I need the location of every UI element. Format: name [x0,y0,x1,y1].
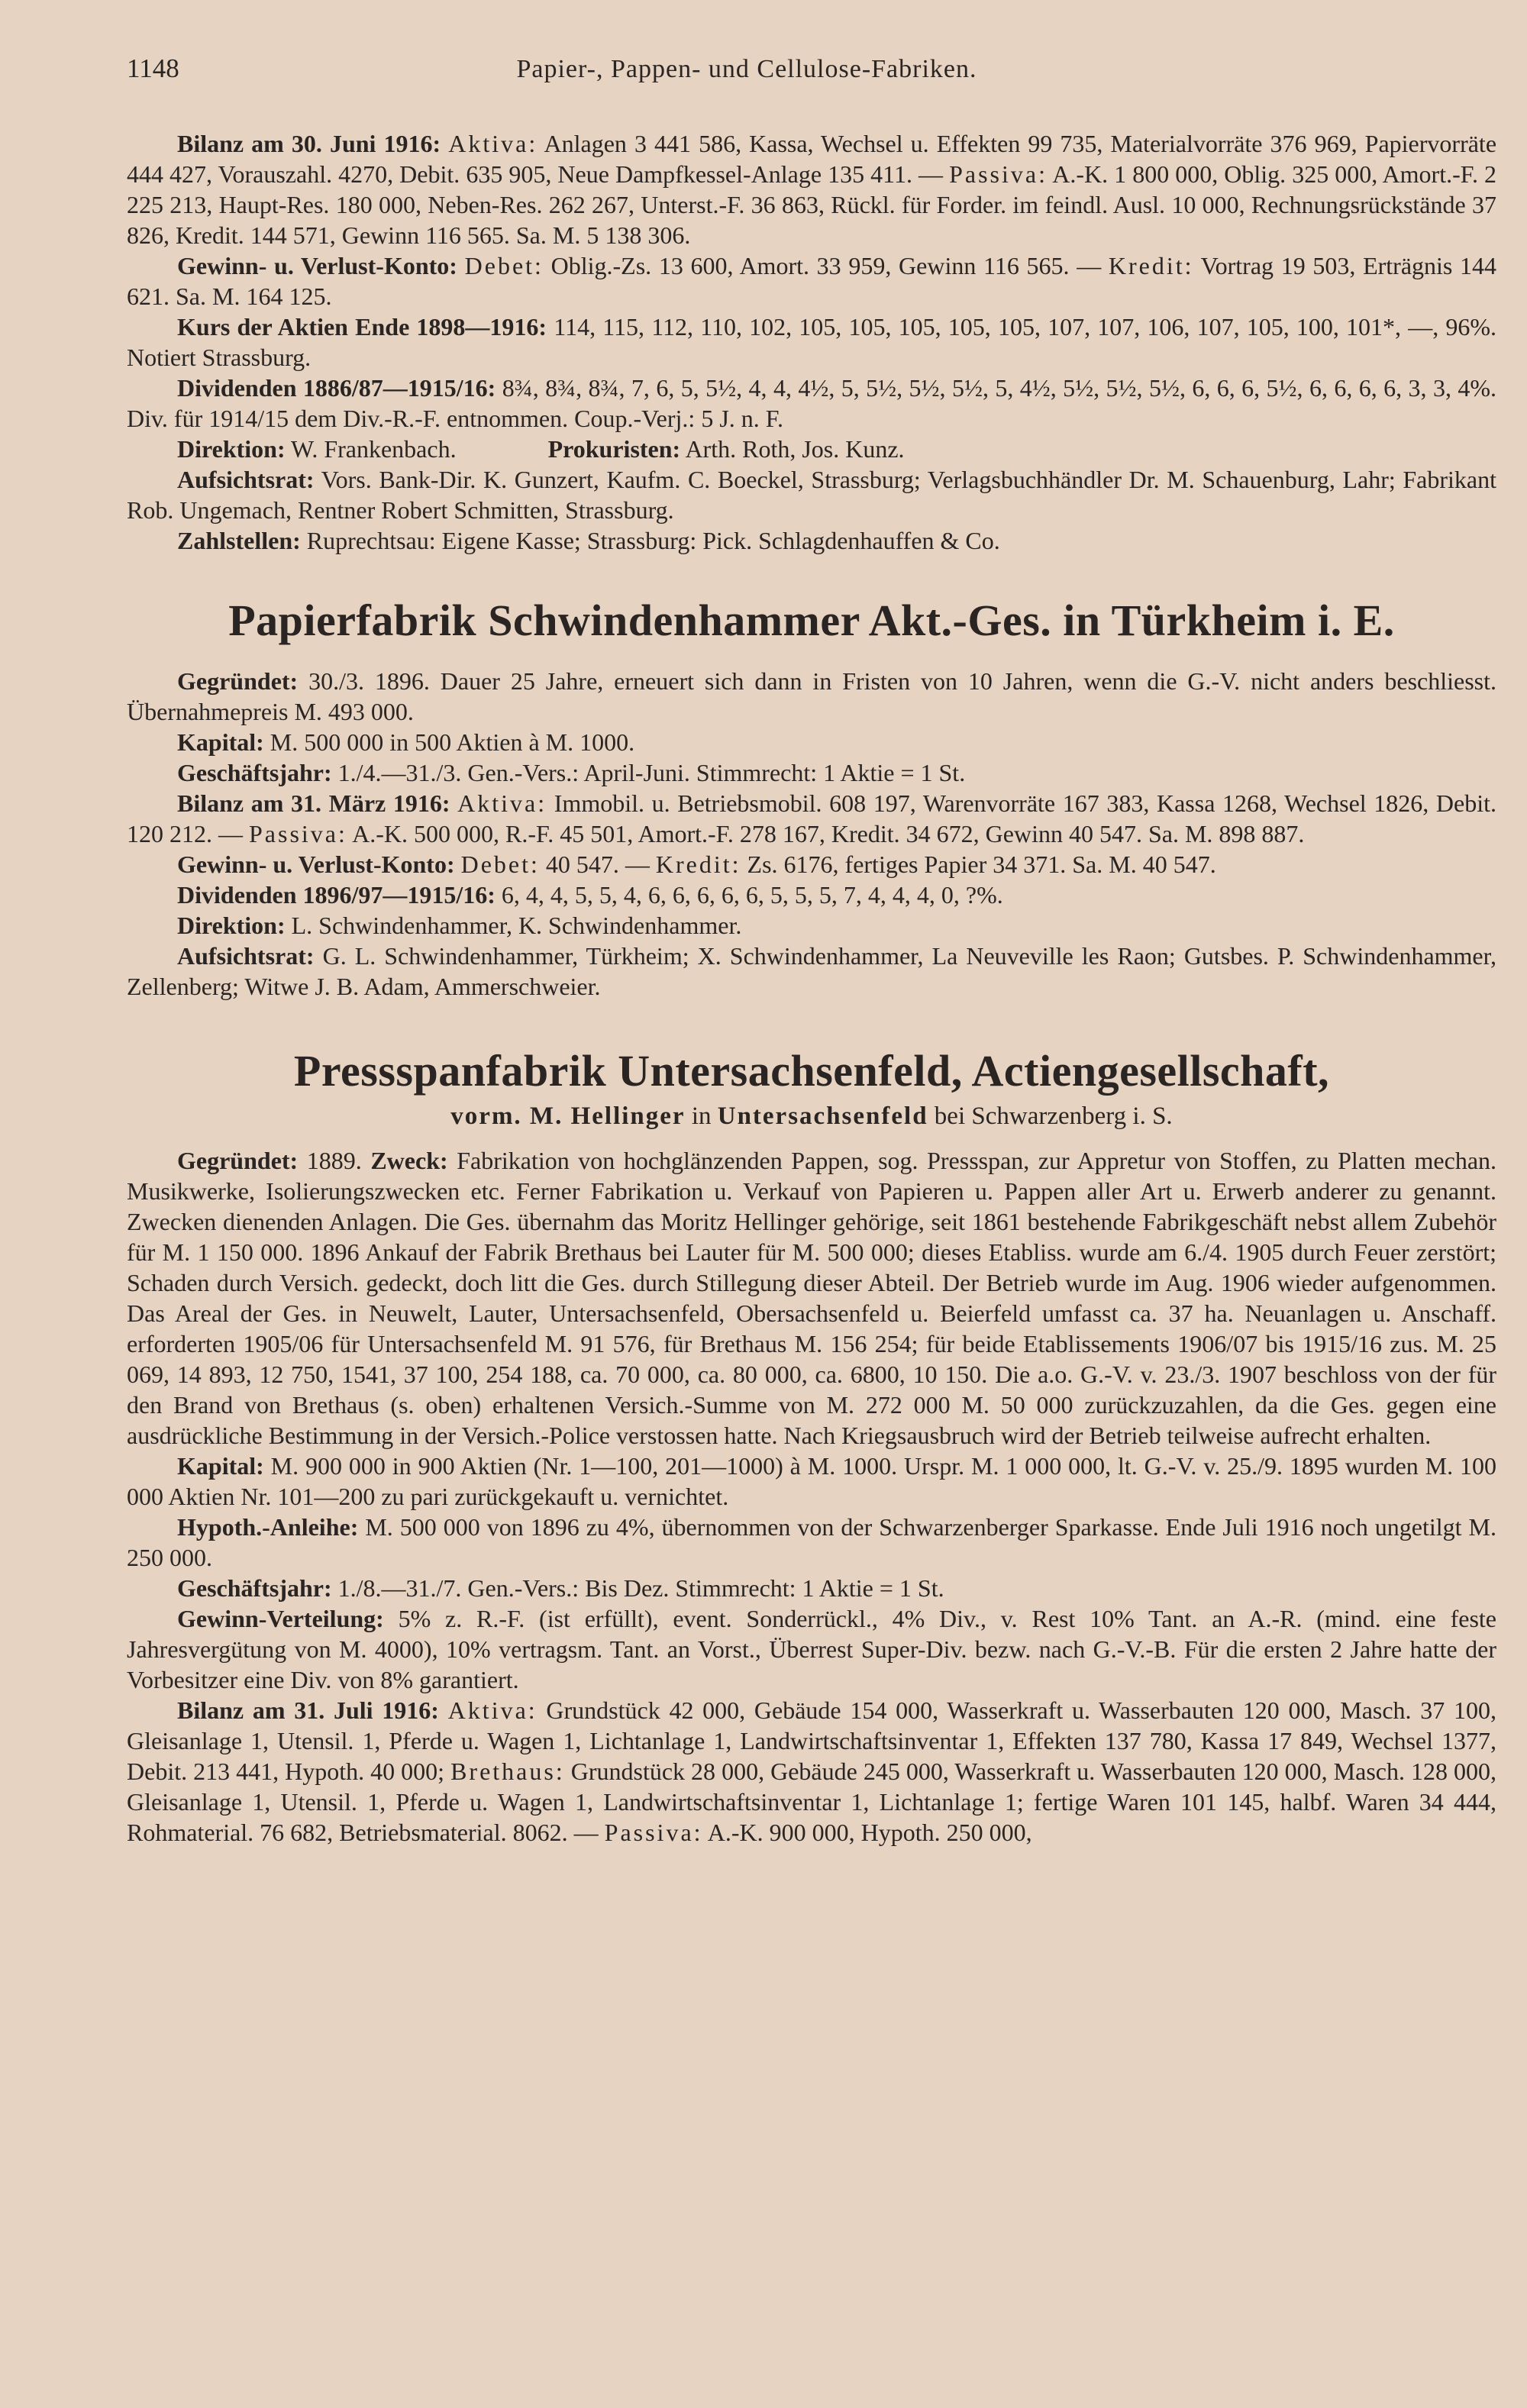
c1-bilanz: Bilanz am 31. März 1916: Aktiva: Immobil. u. Betriebsmobil. 608 197, Warenvorräte 167 383, Kassa 1268, Wechsel 1826, Debit. 120 212. — Passiva: A.-K. 500 000, R.-F. 45 501, Amort.-F. 278 167, Kredit. 34 672, Gewinn 40 547. Sa. M. 898 887. [127,789,1497,847]
page-number: 1148 [127,53,179,83]
c1-aufsichtsrat: Aufsichtsrat: G. L. Schwindenhammer, Türkheim; X. Schwindenhammer, La Neuveville les Raon; Gutsbes. P. Schwindenhammer, Zellenberg; Witwe J. B. Adam, Ammerschweier. [127,942,1497,1000]
prev-aufsichtsrat: Aufsichtsrat: Vors. Bank-Dir. K. Gunzert, Kaufm. C. Boeckel, Strassburg; Verlagsbuchhändler Dr. M. Schauenburg, Lahr; Fabrikant Rob. Ungemach, Rentner Robert Schmitten, Strassburg. [127,466,1497,524]
page-header [127,53,1496,99]
c1-kapital: Kapital: M. 500 000 in 500 Aktien à M. 1000. [177,728,635,756]
prev-zahlstellen: Zahlstellen: Ruprechtsau: Eigene Kasse; Strassburg: Pick. Schlagdenhauffen & Co. [177,527,1000,554]
c1-geschaeftsjahr: Geschäftsjahr: 1./4.—31./3. Gen.-Vers.: April-Juni. Stimmrecht: 1 Aktie = 1 St. [177,759,966,786]
c2-hypoth: Hypoth.-Anleihe: M. 500 000 von 1896 zu 4%, übernommen von der Schwarzenberger Sparkasse. Ende Juli 1916 noch ungetilgt M. 250 000. [127,1513,1497,1571]
c1-direktion: Direktion: L. Schwindenhammer, K. Schwindenhammer. [177,912,742,939]
prev-kurs: Kurs der Aktien Ende 1898—1916: 114, 115, 112, 110, 102, 105, 105, 105, 105, 105, 107, 107, 106, 107, 105, 100, 101*, —, 96%. Notiert Strassburg. [127,313,1497,371]
c2-geschaeftsjahr: Geschäftsjahr: 1./8.—31./7. Gen.-Vers.: Bis Dez. Stimmrecht: 1 Aktie = 1 St. [177,1574,944,1602]
running-title: Papier-, Pappen- und Cellulose-Fabriken. [516,55,977,83]
c2-kapital: Kapital: M. 900 000 in 900 Aktien (Nr. 1—100, 201—1000) à M. 1000. Urspr. M. 1 000 000, lt. G.-V. v. 25./9. 1895 wurden M. 100 000 Aktien Nr. 101—200 zu pari zurückgekauft u. vernichtet. [127,1452,1497,1510]
c2-gewinnverteilung: Gewinn-Verteilung: 5% z. R.-F. (ist erfüllt), event. Sonderrückl., 4% Div., v. Rest 10% Tant. an A.-R. (mind. eine feste Jahresvergütung von M. 4000), 10% vertragsm. Tant. an Vorst., Überrest Super-Div. bezw. nach G.-V.-B. Für die ersten 2 Jahre hatte der Vorbesitzer eine Div. von 8% garantiert. [127,1605,1497,1693]
prev-guv: Gewinn- u. Verlust-Konto: Debet: Oblig.-Zs. 13 600, Amort. 33 959, Gewinn 116 565. — Kredit: Vortrag 19 503, Erträgnis 144 621. Sa. M. 164 125. [127,252,1497,310]
c2-bilanz: Bilanz am 31. Juli 1916: Aktiva: Grundstück 42 000, Gebäude 154 000, Wasserkraft u. Wasserbauten 120 000, Masch. 37 100, Gleisanlage 1, Utensil. 1, Pferde u. Wagen 1, Lichtanlage 1, Landwirtschaftsinventar 1, Effekten 137 780, Kassa 17 849, Wechsel 1377, Debit. 213 441, Hypoth. 40 000; Brethaus: Grundstück 28 000, Gebäude 245 000, Wasserkraft u. Wasserbauten 120 000, Masch. 128 000, Gleisanlage 1, Utensil. 1, Pferde u. Wagen 1, Landwirtschaftsinventar 1, Lichtanlage 1; fertige Waren 101 145, halbf. Waren 34 444, Rohmaterial. 76 682, Betriebsmaterial. 8062. — Passiva: A.-K. 900 000, Hypoth. 250 000, [127,1696,1497,1846]
c1-guv: Gewinn- u. Verlust-Konto: Debet: 40 547. — Kredit: Zs. 6176, fertiges Papier 34 371. Sa. M. 40 547. [177,851,1216,878]
prev-bilanz: Bilanz am 30. Juni 1916: Aktiva: Anlagen 3 441 586, Kassa, Wechsel u. Effekten 99 735, Materialvorräte 376 969, Papiervorräte 444 427, Vorauszahl. 4270, Debit. 635 905, Neue Dampfkessel-Anlage 135 411. — Passiva: A.-K. 1 800 000, Oblig. 325 000, Amort.-F. 2 225 213, Haupt-Res. 180 000, Neben-Res. 262 267, Unterst.-F. 36 863, Rückl. für Forder. im feindl. Ausl. 10 000, Rechnungsrückstände 37 826, Kredit. 144 571, Gewinn 116 565. Sa. M. 5 138 306. [127,130,1497,249]
c1-gegruendet: Gegründet: 30./3. 1896. Dauer 25 Jahre, erneuert sich dann in Fristen von 10 Jahren, wenn die G.-V. nicht anders beschliesst. Übernahmepreis M. 493 000. [127,667,1497,725]
company-title-untersachsenfeld: Pressspanfabrik Untersachsenfeld, Actiengesellschaft, [293,1046,1330,1096]
c1-dividenden: Dividenden 1896/97—1915/16: 6, 4, 4, 5, 5, 4, 6, 6, 6, 6, 6, 5, 5, 5, 7, 4, 4, 4, 0, ?%. [177,881,1003,909]
c2-gegruendet: Gegründet: 1889. Zweck: Fabrikation von hochglänzenden Pappen, sog. Pressspan, zur Appretur von Stoffen, zu Platten mechan. Musikwerke, Isolierungszwecken etc. Ferner Fabrikation u. Verkauf von Papieren u. Pappen aller Art u. Erwerb anderer zu genannt. Zwecken dienenden Anlagen. Die Ges. übernahm das Moritz Hellinger gehörige, seit 1861 bestehende Fabrikgeschäft nebst allem Zubehör für M. 1 150 000. 1896 Ankauf der Fabrik Brethaus bei Lauter für M. 500 000; dieses Etabliss. wurde am 6./4. 1905 durch Feuer zerstört; Schaden durch Versich. gedeckt, doch litt die Ges. durch Stillegung dieser Abteil. Der Betrieb wurde im Aug. 1906 wieder aufgenommen. Das Areal der Ges. in Neuwelt, Lauter, Untersachsenfeld, Obersachsenfeld u. Beierfeld umfasst ca. 37 ha. Neuanlagen u. Anschaff. erforderten 1905/06 für Untersachsenfeld M. 91 576, für Brethaus M. 156 254; für beide Etablissements 1906/07 bis 1915/16 zus. M. 25 069, 14 893, 12 750, 1541, 37 100, 254 188, ca. 70 000, ca. 80 000, ca. 6800, 10 150. Die a.o. G.-V. v. 23./3. 1907 beschloss von der für den Brand von Brethaus (s. oben) erhaltenen Versich.-Summe von M. 272 000 M. 50 000 zurückzuzahlen, da die Ges. gegen eine ausdrückliche Bestimmung in der Versich.-Police verstossen hatte. Nach Kriegsausbruch wird der Betrieb teilweise aufrecht erhalten. [127,1147,1497,1449]
prev-dividenden: Dividenden 1886/87—1915/16: 8¾, 8¾, 8¾, 7, 6, 5, 5½, 4, 4, 4½, 5, 5½, 5½, 5½, 5, 4½, 5½, 5½, 5½, 6, 6, 6, 5½, 6, 6, 6, 6, 3, 3, 4%. Div. für 1914/15 dem Div.-R.-F. entnommen. Coup.-Verj.: 5 J. n. F. [127,374,1497,432]
company-subtitle: vorm. M. Hellinger in Untersachsenfeld bei Schwarzenberg i. S. [450,1102,1173,1130]
prev-direktion: Direktion: W. Frankenbach. Prokuristen: Arth. Roth, Jos. Kunz. [177,435,905,463]
company-title-schwindenhammer: Papierfabrik Schwindenhammer Akt.-Ges. in Türkheim i. E. [228,596,1395,645]
